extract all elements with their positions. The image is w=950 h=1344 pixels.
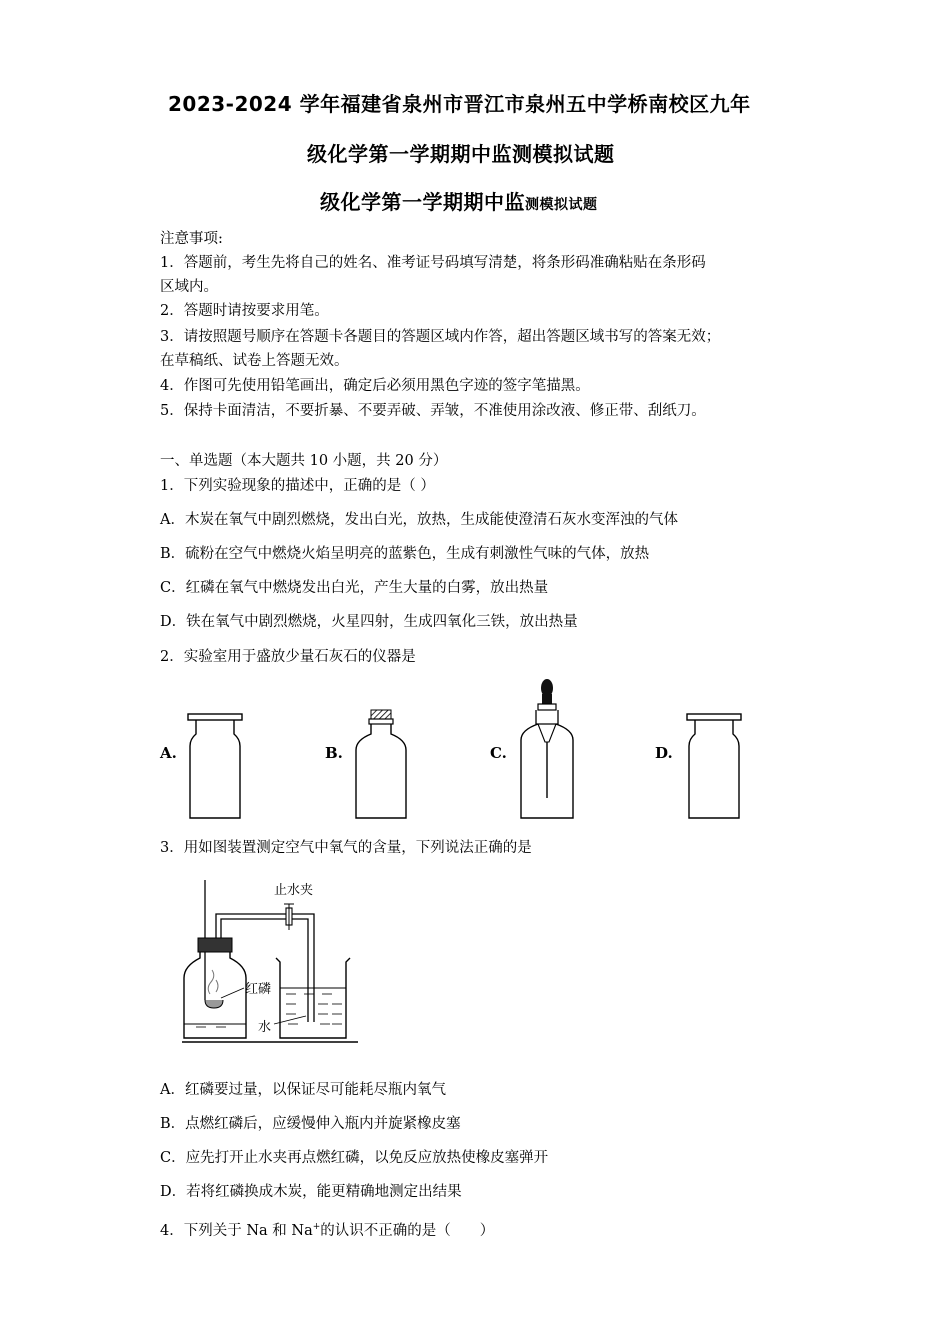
- question-1-option-a: A．木炭在氧气中剧烈燃烧，发出白光，放热，生成能使澄清石灰水变浑浊的气体: [160, 512, 678, 528]
- section-heading: 一、单选题（本大题共 10 小题，共 20 分）: [160, 453, 448, 469]
- question-2-stem: 2．实验室用于盛放少量石灰石的仪器是: [160, 649, 416, 665]
- question-3-stem: 3．用如图装置测定空气中氧气的含量，下列说法正确的是: [160, 840, 532, 856]
- notice-heading: 注意事项:: [160, 231, 223, 247]
- question-4-stem-pre: 4．下列关于 Na 和 Na: [160, 1222, 313, 1239]
- notice-item: 3．请按照题号顺序在答题卡各题目的答题区域内作答，超出答题区域书写的答案无效；: [160, 329, 721, 345]
- title-line-3-main: 级化学第一学期期中监: [320, 190, 525, 214]
- question-4-stem: [160, 1217, 494, 1241]
- diagram-label-clamp: 止水夹: [274, 883, 314, 898]
- narrow-mouth-bottle-b: [350, 708, 412, 822]
- question-1-stem: 1．下列实验现象的描述中，正确的是（ ）: [160, 478, 435, 494]
- notice-item: 5．保持卡面清洁，不要折暴、不要弄破、弄皱，不准使用涂改液、修正带、刮纸刀。: [160, 403, 706, 419]
- question-1-option-b: B．硫粉在空气中燃烧火焰呈明亮的蓝紫色，生成有刺激性气味的气体，放热: [160, 546, 650, 562]
- diagram-label-phosphorus: 红磷: [245, 982, 272, 997]
- question-2-label-a: A.: [160, 744, 177, 762]
- question-4-stem-sup: +: [312, 1222, 321, 1232]
- notice-item: 在草稿纸、试卷上答题无效。: [160, 353, 349, 369]
- question-3-option-b: B．点燃红磷后，应缓慢伸入瓶内并旋紧橡皮塞: [160, 1116, 461, 1132]
- notice-item: 4．作图可先使用铅笔画出，确定后必须用黑色字迹的签字笔描黑。: [160, 378, 590, 394]
- question-2-label-c: C.: [490, 744, 507, 762]
- title-line-3: [320, 186, 598, 215]
- question-2-label-d: D.: [655, 744, 673, 762]
- diagram-label-water: 水: [258, 1020, 272, 1035]
- notice-item: 区域内。: [160, 279, 218, 295]
- notice-item: 1．答题前，考生先将自己的姓名、准考证号码填写清楚，将条形码准确粘贴在条形码: [160, 255, 706, 271]
- question-3-option-a: A．红磷要过量，以保证尽可能耗尽瓶内氧气: [160, 1082, 446, 1098]
- title-line-1: 2023-2024 学年福建省泉州市晋江市泉州五中学桥南校区九年: [168, 92, 751, 116]
- question-3-option-d: D．若将红磷换成木炭，能更精确地测定出结果: [160, 1184, 462, 1200]
- dropper-bottle-c: [516, 676, 578, 822]
- question-3-option-c: C．应先打开止水夹再点燃红磷，以免反应放热使橡皮塞弹开: [160, 1150, 549, 1166]
- question-4-stem-post: 的认识不正确的是（ ）: [320, 1222, 495, 1239]
- question-2-label-b: B.: [325, 744, 343, 762]
- notice-item: 2．答题时请按要求用笔。: [160, 303, 329, 319]
- question-1-option-d: D．铁在氧气中剧烈燃烧，火星四射，生成四氧化三铁，放出热量: [160, 614, 578, 630]
- question-1-option-c: C．红磷在氧气中燃烧发出白光，产生大量的白雾，放出热量: [160, 580, 549, 596]
- title-line-3-small: 测模拟试题: [525, 197, 598, 213]
- title-line-2: 级化学第一学期期中监测模拟试题: [307, 142, 615, 166]
- wide-mouth-bottle-d: [684, 712, 746, 822]
- wide-mouth-bottle-a: [185, 712, 247, 822]
